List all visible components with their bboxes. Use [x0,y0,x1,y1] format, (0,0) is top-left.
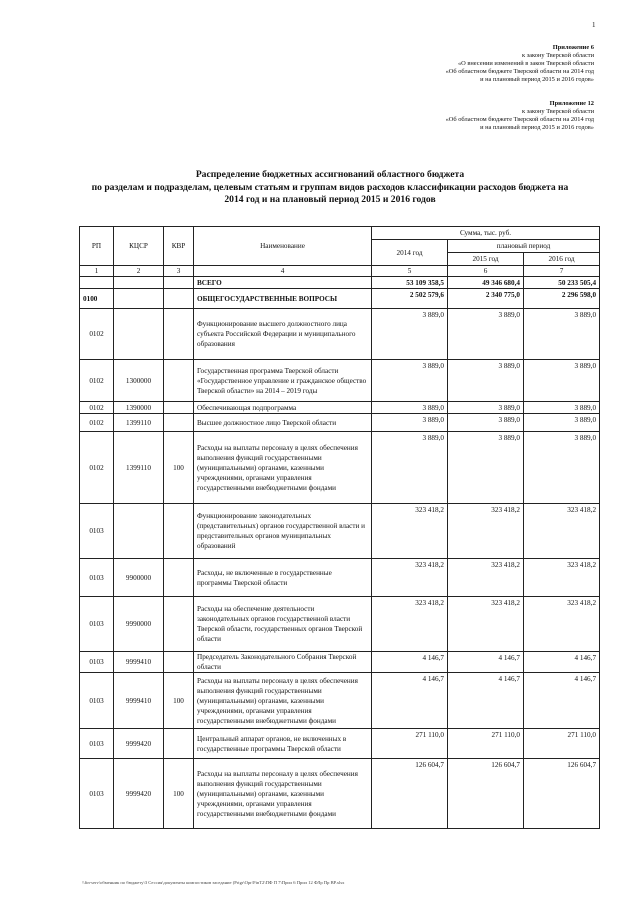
cell-name: Расходы на выплаты персоналу в целях обеспечения выполнения функций государственными (муниципальными) органами, казенными учреждениями, органами управления государственными внебюджетными фондами [194,673,372,729]
cell-kcsr [114,309,164,360]
title-line: Распределение бюджетных ассигнований областного бюджета [195,169,465,180]
annex-6-line: «Об областном бюджете Тверской области на 2014 год [445,68,594,75]
cell-kvr [164,414,194,432]
cell-kcsr: 9990000 [114,597,164,652]
table-row [80,652,600,673]
cell-kcsr: 1390000 [114,402,164,414]
cell-name: Расходы на обеспечение деятельности законодательных органов государственной власти Тверской области, государственных органов Тверской области [194,597,372,652]
cell-kcsr [114,277,164,289]
cell-kvr: 100 [164,673,194,729]
annex-12-line: и на плановый период 2015 и 2016 годов» [480,124,594,131]
annex-12-heading: Приложение 12 [549,100,594,107]
header-2016: 2016 год [524,253,600,266]
table-row [80,729,600,759]
header-rp: РП [80,227,114,266]
annex-6-line: «О внесении изменений в закон Тверской области [457,60,594,67]
cell-rp: 0102 [80,309,114,360]
col-number: 2 [114,266,164,277]
cell-kvr [164,729,194,759]
cell-kvr [164,360,194,402]
table-row [80,759,600,829]
cell-2015: 49 346 680,4 [448,277,524,289]
annex-6-line: к закону Тверской области [521,52,594,59]
cell-2015: 3 889,0 [448,402,524,414]
cell-name: Расходы на выплаты персоналу в целях обеспечения выполнения функций государственными (муниципальными) органами, казенными учреждениями, органами управления государственными внебюджетными фондами [194,759,372,829]
table-row [80,402,600,414]
cell-2014: 3 889,0 [372,432,448,504]
annex-12-header [446,100,594,132]
cell-kvr: 100 [164,432,194,504]
cell-kcsr: 1399110 [114,432,164,504]
cell-2016: 4 146,7 [524,652,600,673]
table-row [80,597,600,652]
table-row [80,673,600,729]
cell-2014: 3 889,0 [372,360,448,402]
cell-name: Функционирование законодательных (представительных) органов государственной власти и представительных органов муниципальных образований [194,504,372,559]
cell-name: Обеспечивающая подпрограмма [194,402,372,414]
cell-rp: 0103 [80,729,114,759]
cell-2016: 3 889,0 [524,360,600,402]
cell-rp: 0103 [80,504,114,559]
cell-name: ВСЕГО [194,277,372,289]
cell-rp: 0102 [80,360,114,402]
col-number: 7 [524,266,600,277]
cell-kvr [164,277,194,289]
cell-2014: 323 418,2 [372,504,448,559]
table-row [80,289,600,309]
cell-2015: 2 340 775,0 [448,289,524,309]
cell-2016: 271 110,0 [524,729,600,759]
cell-rp: 0103 [80,652,114,673]
cell-2014: 2 502 579,6 [372,289,448,309]
cell-name: Расходы на выплаты персоналу в целях обеспечения выполнения функций государственными (муниципальными) органами, казенными учреждениями, органами управления государственными внебюджетными фондами [194,432,372,504]
table-row [80,432,600,504]
cell-2015: 3 889,0 [448,414,524,432]
cell-rp: 0103 [80,559,114,597]
cell-2016: 126 604,7 [524,759,600,829]
cell-2015: 271 110,0 [448,729,524,759]
cell-kcsr [114,289,164,309]
cell-rp: 0103 [80,759,114,829]
annex-12-line: «Об областном бюджете Тверской области на 2014 год [445,116,594,123]
cell-2016: 50 233 505,4 [524,277,600,289]
table-row [80,277,600,289]
cell-2016: 2 296 598,0 [524,289,600,309]
col-number: 5 [372,266,448,277]
cell-rp: 0102 [80,402,114,414]
cell-2014: 323 418,2 [372,597,448,652]
cell-2014: 323 418,2 [372,559,448,597]
cell-2014: 3 889,0 [372,402,448,414]
cell-2014: 271 110,0 [372,729,448,759]
header-sum: Сумма, тыс. руб. [372,227,600,240]
cell-2016: 3 889,0 [524,414,600,432]
cell-2016: 3 889,0 [524,402,600,414]
table-row [80,414,600,432]
cell-kvr [164,289,194,309]
cell-2014: 3 889,0 [372,309,448,360]
header-2014: 2014 год [372,240,448,266]
cell-2015: 4 146,7 [448,652,524,673]
cell-rp: 0103 [80,673,114,729]
cell-2014: 53 109 358,5 [372,277,448,289]
cell-2015: 323 418,2 [448,597,524,652]
cell-2015: 4 146,7 [448,673,524,729]
header-kvr: КВР [164,227,194,266]
cell-2015: 3 889,0 [448,432,524,504]
cell-rp: 0103 [80,597,114,652]
cell-rp [80,277,114,289]
annex-6-heading: Приложение 6 [552,44,594,51]
cell-name: ОБЩЕГОСУДАРСТВЕННЫЕ ВОПРОСЫ [194,289,372,309]
cell-2016: 4 146,7 [524,673,600,729]
cell-kvr [164,402,194,414]
annex-6-line: и на плановый период 2015 и 2016 годов» [480,76,594,83]
table-row [80,360,600,402]
table-row [80,309,600,360]
table-row [80,559,600,597]
cell-2014: 4 146,7 [372,652,448,673]
budget-table [79,226,600,829]
table-row [80,504,600,559]
header-kcsr: КЦСР [114,227,164,266]
cell-2015: 3 889,0 [448,360,524,402]
col-number: 1 [80,266,114,277]
col-number: 3 [164,266,194,277]
cell-kcsr: 9999410 [114,673,164,729]
cell-2015: 323 418,2 [448,504,524,559]
col-number: 4 [194,266,372,277]
cell-2016: 3 889,0 [524,432,600,504]
cell-name: Государственная программа Тверской области «Государственное управление и гражданское общество Тверской области» на 2014 – 2019 годы [194,360,372,402]
cell-kcsr: 1399110 [114,414,164,432]
cell-2015: 3 889,0 [448,309,524,360]
cell-name: Председатель Законодательного Собрания Тверской области [194,652,372,673]
cell-name: Расходы, не включенные в государственные программы Тверской области [194,559,372,597]
cell-kcsr: 9900000 [114,559,164,597]
cell-kcsr: 9999420 [114,759,164,829]
cell-kvr [164,559,194,597]
cell-kcsr [114,504,164,559]
cell-kcsr: 9999420 [114,729,164,759]
cell-kvr: 100 [164,759,194,829]
cell-rp: 0100 [80,289,114,309]
title-line: по разделам и подразделам, целевым статьям и группам видов расходов классификации расходов бюджета на [91,181,569,193]
col-number: 6 [448,266,524,277]
header-name: Наименование [194,227,372,266]
document-title [60,169,600,207]
cell-rp: 0102 [80,414,114,432]
cell-name: Функционирование высшего должностного лица субъекта Российской Федерации и муниципального образования [194,309,372,360]
cell-2016: 323 418,2 [524,504,600,559]
cell-kvr [164,504,194,559]
cell-name: Высшее должностное лицо Тверской области [194,414,372,432]
cell-2015: 323 418,2 [448,559,524,597]
file-path-footer: \\fin-serv\обменник по бюджету\3 Сессия\документы компостиков заседание (Prigr\Opr\FinT2\ПФ П 7\Прил 6 Прил 12 ФЛр Пр ВР.xlsx [82,880,345,885]
cell-2016: 323 418,2 [524,559,600,597]
cell-2014: 126 604,7 [372,759,448,829]
annex-6-header [446,44,594,84]
cell-2014: 4 146,7 [372,673,448,729]
cell-2016: 3 889,0 [524,309,600,360]
header-planned: плановый период [448,240,600,253]
cell-2016: 323 418,2 [524,597,600,652]
cell-2014: 3 889,0 [372,414,448,432]
title-line: 2014 год и на плановый период 2015 и 2016 годов [224,194,436,205]
cell-kcsr: 9999410 [114,652,164,673]
cell-rp: 0102 [80,432,114,504]
annex-12-line: к закону Тверской области [521,108,594,115]
cell-kvr [164,309,194,360]
cell-name: Центральный аппарат органов, не включенных в государственные программы Тверской области [194,729,372,759]
cell-kvr [164,652,194,673]
page-number: 1 [592,21,596,29]
cell-2015: 126 604,7 [448,759,524,829]
header-2015: 2015 год [448,253,524,266]
cell-kcsr: 1300000 [114,360,164,402]
cell-kvr [164,597,194,652]
